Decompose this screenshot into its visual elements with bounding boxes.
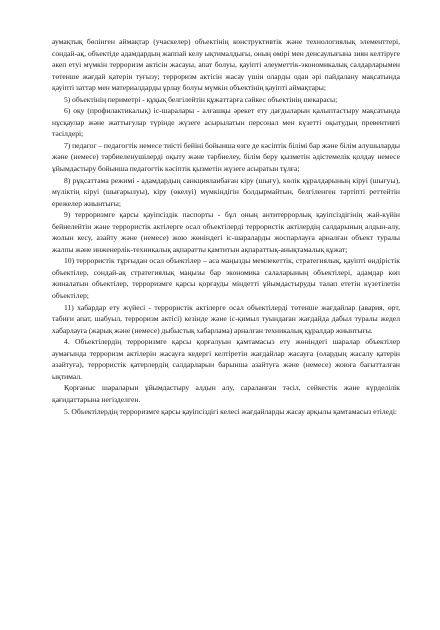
paragraph-section-4: 4. Объектілердің терроризмге қарсы қорғалуын қамтамасыз ету жөніндегі шаралар объектілер аумағында терроризм актілерін жасауға кедергі келтіретін жағдайлар жасауға (олардың жасалу қатерін азайтуға), террористік қатерлердің салдарларын барынша азайтуға және (немесе) жоюға бағытталған ықтимал. — [52, 337, 400, 381]
paragraph-security-passport: 9) терроризмге қарсы қауіпсіздік паспорты - бұл оның антитеррорлық қауіпсіздігінің жай-күйін бейнелейтін және террористік актілерге осал объектілерді террористік актілердің салдарының алдын-алу, жолын кесу, азайту және (немесе) жою жөніндегі іс-шараларды жоспарлауға арналған объект туралы жалпы және инженерлік-техникалық ақпаратты қамтитын ақпараттық-анықтамалық құжат; — [52, 210, 400, 254]
paragraph-training: 6) оқу (профилактикалық) іс-шаралары - алғашқы әрекет ету дағдыларын қалыптастыру мақсатында нұсқаулар және жаттығулар түрінде жүзеге асырылатын персонал мен күзетті оқытудың превентивті тәсілдері; — [52, 106, 400, 139]
paragraph-teacher: 7) педагог – педагогтік немесе тиісті бейіні бойынша өзге де кәсіптік білімі бар және білім алушыларды және (немесе) тәрбиеленушілерді оқыту және тәрбиелеу, білім беру қызметін әдістемелік қолдау немесе ұйымдастыру бойынша педагогтік кәсіптік қызметін жүзеге асыратын тұлға; — [52, 140, 400, 174]
paragraph-section-5: 5. Объектілердің терроризмге қарсы қауіпсіздігі келесі жағдайларды жасау арқылы қамтамасыз етіледі: — [64, 406, 398, 416]
paragraph-alert-system: 11) хабардар ету жүйесі - террористік актілерге осал объектілерді төтенше жағдайлар (авария, өрт, табиғи апат, шабуыл, терроризм актісі) кезінде және іс-қимыл туындаған жағдайда дабыл туралы жедел хабарлауға (жарық және (немесе) дыбыстық хабарлама) арналған техникалық құралдар жиынтығы. — [52, 302, 400, 335]
paragraph-perimeter: 5) объектінің периметрі - құқық белгілейтін құжаттарға сәйкес объектінің шекарасы; — [64, 94, 338, 104]
paragraph-access-regime: 8) рұқсаттама режимі - адамдардың санкцияланбаған кіру (шығу), көлік құралдарының кіруі (шығуы), мүліктің кіруі (шығарылуы), кіру (өкелуі) мүмкіндігін болдырмайтын, белгіленген тәртіпті реттейтін ережелер жиынтығы; — [52, 175, 400, 208]
paragraph-protection-principles: Қорғаныс шараларын ұйымдастыру алдын алу, сараланған тәсіл, сейкестік және күрделілік қағидаттарына негізделген. — [52, 383, 400, 404]
paragraph-vulnerable-objects: 10) террористік тұрғыдан осал объектілер – аса маңызды мемлекеттік, стратегиялық, қауіпті өндірістік объектілер, сондай-ақ стратегиялық маңызы бар экономика салаларының объектілері, адамдар көп жиналатын объектілер, терроризмге қарсы қорғауды міндетті ұйымдастыруды талап ететін күзетілетін объектілер; — [52, 256, 400, 301]
paragraph-danger-zones: аумақтық бөлінген аймақтар (учаскелер) объектінің конструктивтік және технологиялық элементтері, сондай-ақ, объектіде адамдардың жаппай келу ықтималдығы, оның өмірі мен денсаулығына зиян келтіруге әкеп етуі мүмкін терроризм актісін жасауы, апат болуы, қауіпті әлеуметтік-экономикалық салдарларымен төтенше жағдай қатерін туғызу; терроризм актісін жасау үшін оларды одан әрі пайдалану мақсатында қауіпті заттар мен материалдарды ұрлау болуы мүмкін объектінің қауіпті аймақтары; — [52, 37, 400, 93]
